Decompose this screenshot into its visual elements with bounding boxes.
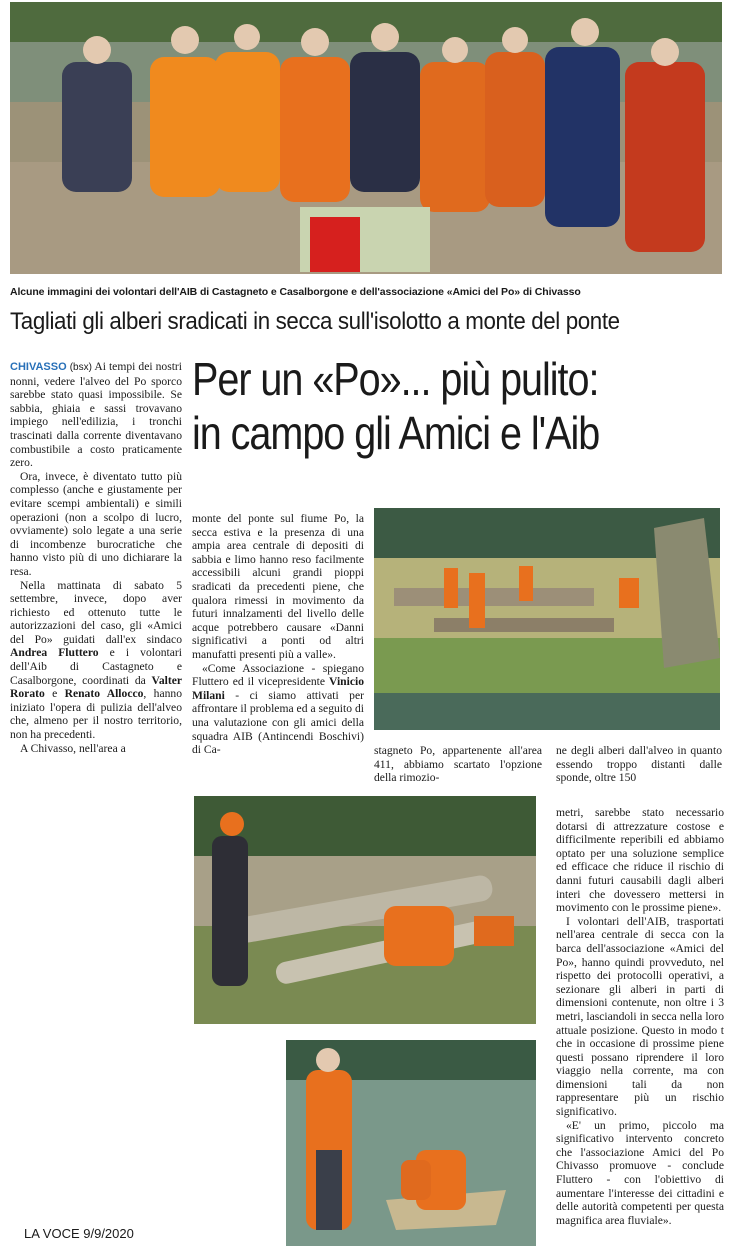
col1-paragraph-2: Ora, invece, è diventato tutto più complesso (anche e giustamente per evitare scempi ambientali) e simili operazioni (non a scolpo di lucro, ovviamente) solo legate a una serie di incombenze burocratiche che hanno visto più di uno dichiarare la resa.: [10, 469, 182, 578]
article-column-3-top: stagneto Po, appartenente all'area 411, abbiamo scartato l'opzione della rimozio-: [374, 744, 542, 785]
col1-p3-text-a: Nella mattinata di sabato 5 settembre, invece, dopo aver richiesto ed ottenuto tutte le autorizzazioni del caso, gli «Amici del Po» guidati dall'ex sindaco: [10, 578, 182, 646]
boat-photo: [286, 1040, 536, 1246]
col2-p2-text-b: - ci siamo attivati per affrontare il problema ed a seguito di una valutazione con gli amici della squadra AIB (Antincendi Boschivi) di Ca-: [192, 688, 364, 757]
col1-p3-text-d: , hanno iniziato l'opera di pulizia dell'alveo che, almeno per il nostro territorio, non ha precedenti.: [10, 687, 182, 742]
col1-paragraph-1: Ai tempi dei nostri nonni, vedere l'alveo del Po sporco sarebbe stato quasi impossibile. Se sabbia, ghiaia e sassi trovavano impiego nell'edilizia, i tronchi trascinati dalla corrente diventavano combustibile a costo praticamente zero.: [10, 360, 183, 470]
photo-caption: Alcune immagini dei volontari dell'AIB di Castagneto e Casalborgone e dell'associazione «Amici del Po» di Chivasso: [10, 286, 581, 298]
col1-p3-text-b: e i volontari dell'Aib di Castagneto e Casalborgone, coordinati da: [10, 646, 183, 687]
name-vinicio-milani: Vinicio Milani: [192, 675, 364, 702]
col2-p2-text-a: «Come Associazione - spiegano Fluttero ed il vicepresidente: [192, 661, 364, 689]
col2-paragraph-1: monte del ponte sul fiume Po, la secca estiva e la presenza di una ampia area centrale di depositi di sabbia e limo hanno reso facilmente accessibili alcuni grandi pioppi sradicati da precedenti piene, che qualora rimessi in movimento da futuri innalzamenti del livello delle acque potrebbero causare «Danni significativi a ponti od altri manufatti presenti più a valle».: [192, 512, 364, 661]
col2-paragraph-2: [192, 662, 364, 757]
headline-line-1: Per un «Po»... più pulito:: [192, 353, 599, 405]
headline: [192, 352, 656, 460]
sandbank-photo: [374, 508, 720, 730]
col1-paragraph-3: [10, 579, 182, 742]
name-andrea-fluttero: Andrea Fluttero: [10, 646, 99, 660]
right-paragraph-3: «E' un primo, piccolo ma significativo intervento concreto che l'associazione Amici del Po Chivasso promuove - conclude Fluttero - con l'obiettivo di aumentare l'interesse dei cittadini e delle autorità competenti per questa magnifica area fluviale».: [556, 1118, 724, 1227]
name-renato-allocco: Renato Allocco: [64, 687, 144, 701]
col1-p3-text-c: e: [44, 687, 65, 701]
logs-photo: [194, 796, 536, 1024]
headline-line-2: in campo gli Amici e l'Aib: [192, 407, 600, 459]
article-column-1: [10, 360, 182, 755]
right-paragraph-1: metri, sarebbe stato necessario dotarsi di attrezzature costose e difficilmente reperibili ed abbiamo optato per una soluzione semplice ed efficace che riduce il rischio di danni futuri causabili dagli alberi interi che dovessero mettersi in movimento con le prossime piene».: [556, 806, 724, 915]
col1-paragraph-4: A Chivasso, nell'area a: [20, 741, 126, 755]
right-paragraph-2: I volontari dell'AIB, trasportati nell'area centrale di secca con la barca dell'associazione «Amici del Po», hanno quindi provveduto, nel rispetto dei protocolli operativi, a sezionare gli alberi in parti di dimensioni contenute, non oltre i 3 metri, lasciandoli in secca nella loro attuale posizione. Questo in modo t che in occasione di prossime piene questi possano riprendere il loro viaggio nella corrente, ma con dimensioni tali da non rappresentare più un rischio significativo.: [556, 914, 724, 1119]
group-photo: [10, 2, 722, 274]
byline-city: CHIVASSO: [10, 361, 67, 373]
name-valter-rorato: Valter Rorato: [10, 673, 182, 701]
article-column-4-top: ne degli alberi dall'alveo in quanto essendo troppo distanti dalle sponde, oltre 150: [556, 744, 722, 785]
kicker-headline: Tagliati gli alberi sradicati in secca sull'isolotto a monte del ponte: [10, 308, 620, 335]
footer-source: LA VOCE 9/9/2020: [24, 1226, 134, 1241]
byline-author: (bsx): [69, 362, 92, 373]
article-column-2: [192, 512, 364, 757]
article-column-right: [556, 806, 724, 1227]
